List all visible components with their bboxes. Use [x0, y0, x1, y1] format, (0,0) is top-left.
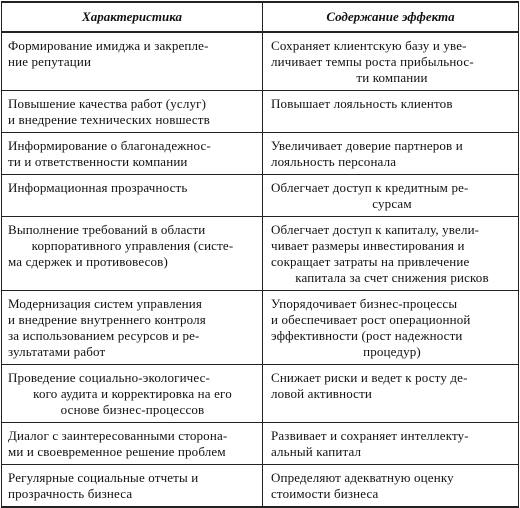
table-row	[2, 133, 519, 175]
characteristic-cell: Выполнение требований в области корпоративного управления (систе- ма сдержек и противовесов)	[2, 217, 263, 291]
effect-cell: Повышает лояльность клиентов	[263, 91, 519, 133]
effect-cell: Облегчает доступ к капиталу, увели- чивает размеры инвестирования и сокращает затраты на привлечение капитала за счет снижения рисков	[263, 217, 519, 291]
table-row	[2, 32, 519, 91]
effect-cell: Упорядочивает бизнес-процессы и обеспечивает рост операционной эффективности (рост надежности процедур)	[263, 291, 519, 365]
header-characteristic: Характеристика	[2, 2, 263, 32]
table-row	[2, 217, 519, 291]
table-row	[2, 291, 519, 365]
header-effect-content: Содержание эффекта	[263, 2, 519, 32]
table-row	[2, 423, 519, 465]
table-row	[2, 365, 519, 423]
table-header-row	[2, 2, 519, 32]
effect-cell: Развивает и сохраняет интеллекту- альный капитал	[263, 423, 519, 465]
table-row	[2, 175, 519, 217]
characteristic-cell: Проведение социально-экологичес- кого аудита и корректировка на его основе бизнес-процессов	[2, 365, 263, 423]
effect-cell: Определяют адекватную оценку стоимости бизнеса	[263, 465, 519, 508]
effect-cell: Снижает риски и ведет к росту де- ловой активности	[263, 365, 519, 423]
characteristic-cell: Информирование о благонадежнос- ти и ответственности компании	[2, 133, 263, 175]
effect-cell: Увеличивает доверие партнеров и лояльность персонала	[263, 133, 519, 175]
characteristic-cell: Диалог с заинтересованными сторона- ми и своевременное решение проблем	[2, 423, 263, 465]
effect-cell: Облегчает доступ к кредитным ре- сурсам	[263, 175, 519, 217]
characteristic-cell: Повышение качества работ (услуг) и внедрение технических новшеств	[2, 91, 263, 133]
characteristic-cell: Информационная прозрачность	[2, 175, 263, 217]
characteristic-cell: Модернизация систем управления и внедрение внутреннего контроля за использованием ресурсов и ре- зультатами работ	[2, 291, 263, 365]
characteristic-cell: Формирование имиджа и закрепле- ние репутации	[2, 32, 263, 91]
characteristic-cell: Регулярные социальные отчеты и прозрачность бизнеса	[2, 465, 263, 508]
table-row	[2, 465, 519, 508]
effect-cell: Сохраняет клиентскую базу и уве- личивает темпы роста прибыльнос- ти компании	[263, 32, 519, 91]
effects-table	[1, 1, 519, 508]
table-row	[2, 91, 519, 133]
